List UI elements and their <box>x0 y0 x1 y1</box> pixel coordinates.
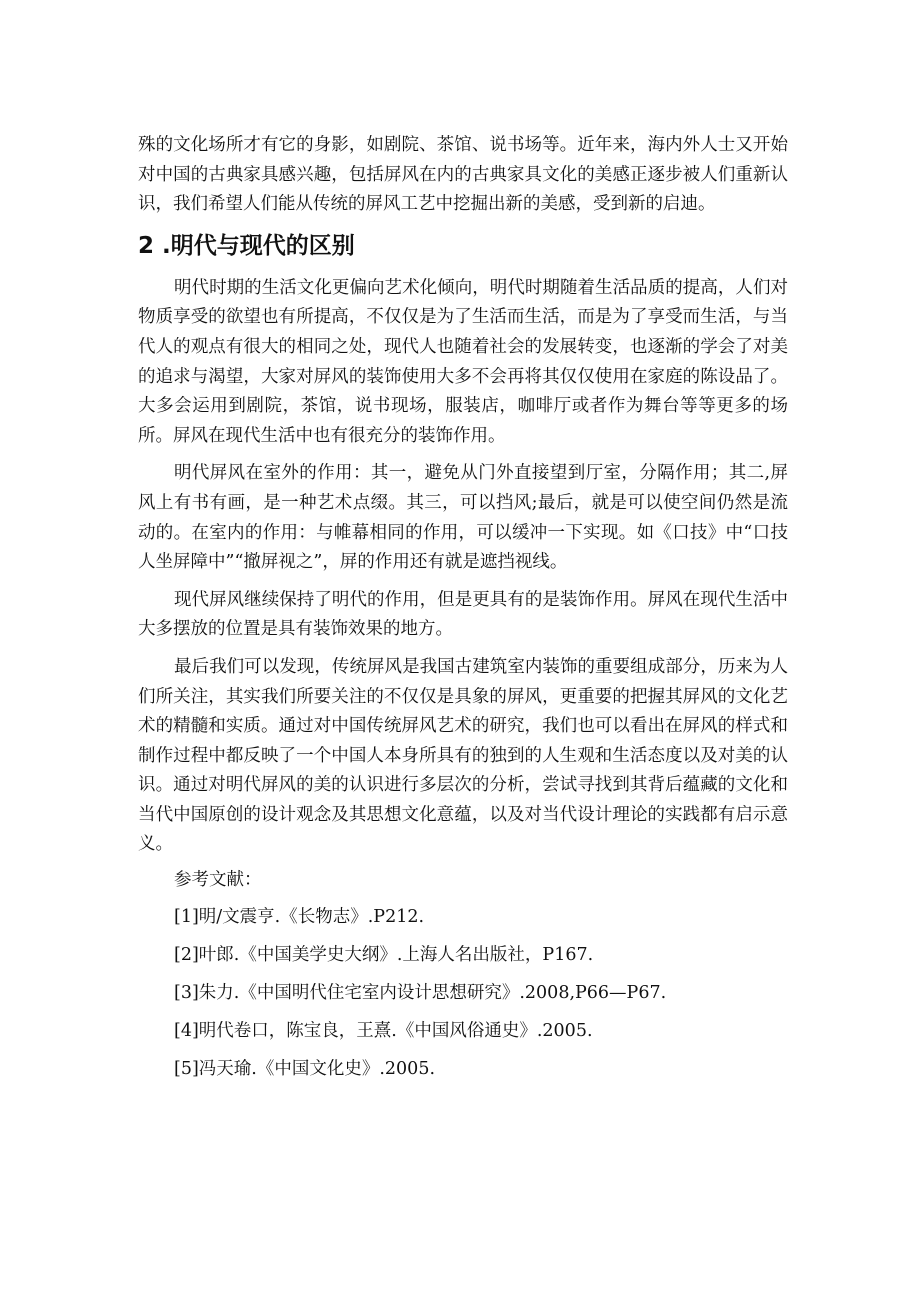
body-paragraph: 明代时期的生活文化更偏向艺术化倾向，明代时期随着生活品质的提高，人们对物质享受的欲望也有所提高，不仅仅是为了生活而生活，而是为了享受而生活，与当代人的观点有很大的相同之处，现代人也随着社会的发展转变，也逐渐的学会了对美的追求与渴望，大家对屏风的装饰使用大多不会再将其仅仅使用在家庭的陈设品了。大多会运用到剧院，茶馆，说书现场，服装店，咖啡厅或者作为舞台等等更多的场所。屏风在现代生活中也有很充分的装饰作用。 <box>138 277 788 446</box>
section-heading: 2 .明代与现代的区别 <box>138 232 355 259</box>
references-title: 参考文献： <box>174 870 262 891</box>
reference-item: [3]朱力.《中国明代住宅室内设计思想研究》.2008,P66—P67. <box>174 982 667 1003</box>
reference-item: [5]冯天瑜.《中国文化史》.2005. <box>174 1058 436 1079</box>
body-paragraph: 明代屏风在室外的作用：其一，避免从门外直接望到厅室，分隔作用；其二,屏风上有书有画，是一种艺术点缀。其三，可以挡风;最后，就是可以使空间仍然是流动的。在室内的作用：与帷幕相同的作用，可以缓冲一下实现。如《口技》中“口技人坐屏障中”“撤屏视之”，屏的作用还有就是遮挡视线。 <box>138 463 788 573</box>
body-paragraph: 现代屏风继续保持了明代的作用，但是更具有的是装饰作用。屏风在现代生活中大多摆放的位置是具有装饰效果的地方。 <box>138 589 788 640</box>
page-content <box>138 131 788 1082</box>
references-list <box>138 904 788 1082</box>
reference-item: [1]明/文震亨.《长物志》.P212. <box>174 906 425 927</box>
body-paragraph: 最后我们可以发现，传统屏风是我国古建筑室内装饰的重要组成部分，历来为人们所关注，其实我们所要关注的不仅仅是具象的屏风，更重要的把握其屏风的文化艺术的精髓和实质。通过对中国传统屏风艺术的研究，我们也可以看出在屏风的样式和制作过程中都反映了一个中国人本身所具有的独到的人生观和生活态度以及对美的认识。通过对明代屏风的美的认识进行多层次的分析，尝试寻找到其背后蕴藏的文化和当代中国原创的设计观念及其思想文化意蕴，以及对当代设计理论的实践都有启示意义。 <box>138 656 788 855</box>
reference-item: [2]叶郎.《中国美学史大纲》.上海人名出版社，P167. <box>174 944 594 965</box>
reference-item: [4]明代卷口，陈宝良，王熹.《中国风俗通史》.2005. <box>174 1020 593 1041</box>
intro-paragraph: 殊的文化场所才有它的身影，如剧院、茶馆、说书场等。近年来，海内外人士又开始对中国的古典家具感兴趣，包括屏风在内的古典家具文化的美感正逐步被人们重新认识，我们希望人们能从传统的屏风工艺中挖掘出新的美感，受到新的启迪。 <box>138 135 788 215</box>
